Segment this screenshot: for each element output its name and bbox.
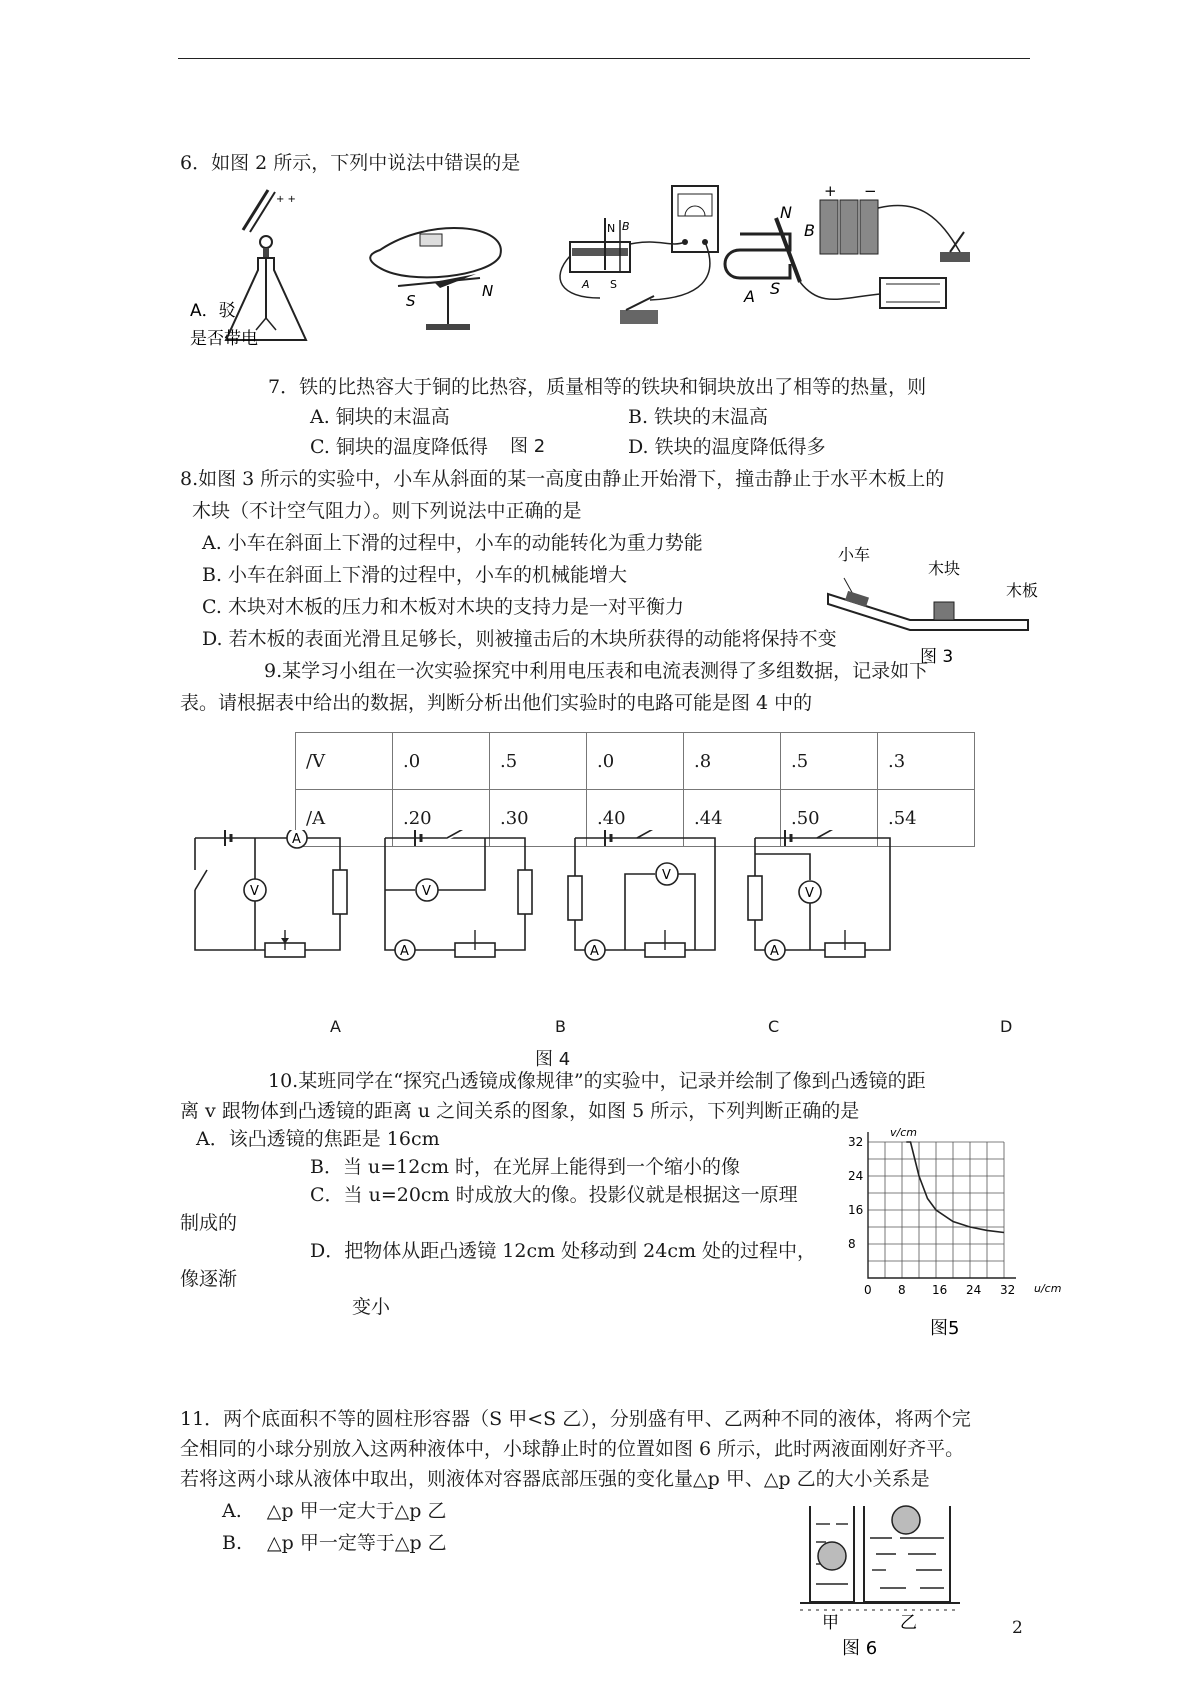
chart-xtick-label: 24: [966, 1283, 982, 1297]
chart-axes: [868, 1132, 1016, 1278]
voltmeter-b-label: V: [422, 884, 431, 899]
q6-fig-letter-s2: S: [610, 278, 617, 291]
q6-stem: 6．如图 2 所示，下列中说法中错误的是: [180, 152, 521, 174]
table-cell: .8: [684, 733, 781, 790]
table-cell: .0: [587, 733, 684, 790]
chart-xtick-label: 16: [932, 1283, 948, 1297]
q6-figure-caption: 图 2: [510, 436, 546, 457]
q9-circuits-figure: [185, 830, 985, 970]
q10-option-d-cont2: 变小: [352, 1296, 391, 1318]
table-cell: .54: [878, 790, 975, 847]
electromagnet-battery-illustration: [725, 182, 970, 308]
chart-xtick-label: 8: [898, 1283, 906, 1297]
table-cell: .40: [587, 790, 684, 847]
circuit-c: [568, 830, 715, 960]
q6-optA-fragment: A．驳: [190, 301, 236, 321]
circuit-label-a: A: [330, 1017, 341, 1036]
q6-fig-letter-a3: A: [744, 287, 755, 306]
chart-ylabel: v/cm: [890, 1126, 917, 1139]
q8-fig-caption: 图 3: [920, 647, 954, 667]
table-cell: .50: [781, 790, 878, 847]
q6-optA-line2-fragment: 是否带电: [190, 329, 258, 349]
table-cell: .30: [490, 790, 587, 847]
q6-fig-letter-n1: N: [482, 282, 494, 300]
q6-fig-letter-s1: S: [406, 292, 416, 310]
q8-option-d: D. 若木板的表面光滑且足够长，则被撞击后的木块所获得的动能将保持不变: [202, 628, 837, 650]
ammeter-c-label: A: [590, 944, 599, 959]
q7-option-a: A. 铜块的末温高: [310, 406, 450, 428]
table-cell: /A: [296, 790, 393, 847]
q7-option-d: D. 铁块的温度降低得多: [628, 436, 826, 458]
q10-stem-line1: 10.某班同学在“探究凸透镜成像规律”的实验中，记录并绘制了像到凸透镜的距: [268, 1070, 926, 1092]
page-number: 2: [1012, 1618, 1023, 1638]
q11-option-a: A. △p 甲一定大于△p 乙: [222, 1500, 447, 1522]
svg-text:+ +: + +: [276, 194, 296, 205]
q10-option-d: D．把物体从距凸透镜 12cm 处移动到 24cm 处的过程中，: [310, 1240, 817, 1262]
voltmeter-a-label: V: [250, 884, 259, 899]
oersted-illustration: [370, 228, 501, 330]
table-cell: .3: [878, 733, 975, 790]
induction-galvanometer-illustration: [560, 186, 718, 324]
q9-stem-line2: 表。请根据表中给出的数据，判断分析出他们实验时的电路可能是图 4 中的: [180, 692, 813, 714]
q6-figure: [180, 178, 1040, 358]
q6-fig-letter-s3: S: [770, 279, 781, 298]
circuit-d: [748, 830, 890, 960]
q8-fig-block-label: 木块: [928, 559, 961, 578]
q6-fig-letter-n3: N: [780, 203, 792, 222]
chart-ytick-label: 8: [848, 1237, 856, 1251]
q8-option-a: A. 小车在斜面上下滑的过程中，小车的动能转化为重力势能: [202, 532, 703, 554]
q11-option-b: B. △p 甲一定等于△p 乙: [222, 1532, 447, 1554]
chart-ytick-label: 16: [848, 1203, 864, 1217]
ammeter-d-label: A: [770, 944, 779, 959]
q10-stem-line2: 离 v 跟物体到凸透镜的距离 u 之间关系的图象，如图 5 所示，下列判断正确的是: [180, 1100, 860, 1122]
q8-option-c: C. 木块对木板的压力和木板对木块的支持力是一对平衡力: [202, 596, 684, 618]
table-cell: .44: [684, 790, 781, 847]
q10-option-a: A．该凸透镜的焦距是 16cm: [196, 1128, 440, 1150]
electroscope-illustration: [226, 190, 306, 340]
circuit-label-c: C: [768, 1017, 780, 1036]
q11-fig-right-label: 乙: [900, 1613, 917, 1633]
circuit-label-b: B: [555, 1017, 566, 1036]
ammeter-b-label: A: [400, 944, 409, 959]
q11-stem-line1: 11．两个底面积不等的圆柱形容器（S 甲<S 乙），分别盛有甲、乙两种不同的液体，将两个完: [180, 1408, 971, 1430]
q8-fig-cart-label: 小车: [838, 545, 871, 564]
q7-stem: 7．铁的比热容大于铜的比热容，质量相等的铁块和铜块放出了相等的热量，则: [268, 376, 927, 398]
chart-xtick-label: 0: [864, 1283, 872, 1297]
q11-figure-containers: [796, 1498, 976, 1658]
table-cell: .0: [393, 733, 490, 790]
chart-ytick-label: 24: [848, 1169, 864, 1183]
q10-option-d-cont1: 像逐渐: [180, 1268, 238, 1290]
chart-xlabel: u/cm: [1034, 1282, 1062, 1295]
q11-fig-left-label: 甲: [822, 1613, 839, 1633]
q11-stem-line3: 若将这两小球从液体中取出，则液体对容器底部压强的变化量△p 甲、△p 乙的大小关系是: [180, 1468, 930, 1490]
q6-fig-letter-b2: B: [622, 220, 630, 233]
q8-fig-board-label: 木板: [1006, 581, 1039, 600]
q6-fig-plus: +: [824, 182, 837, 200]
q11-stem-line2: 全相同的小球分别放入这两种液体中，小球静止时的位置如图 6 所示，此时两液面刚好齐平。: [180, 1438, 965, 1460]
table-cell: /V: [296, 733, 393, 790]
circuit-b: [385, 830, 532, 960]
q10-option-b: B．当 u=12cm 时，在光屏上能得到一个缩小的像: [310, 1156, 741, 1178]
voltmeter-c-label: V: [662, 868, 671, 883]
q6-fig-letter-n2: N: [607, 222, 616, 235]
q6-fig-minus: −: [864, 182, 877, 200]
header-rule: [178, 58, 1030, 59]
q9-fig-caption: 图 4: [535, 1049, 571, 1070]
q10-option-c: C．当 u=20cm 时成放大的像。投影仪就是根据这一原理: [310, 1184, 798, 1206]
q11-fig-caption: 图 6: [842, 1638, 878, 1658]
q6-fig-letter-b3: B: [804, 221, 815, 240]
table-cell: .5: [490, 733, 587, 790]
q10-chart: [838, 1122, 1068, 1346]
voltmeter-d-label: V: [805, 886, 814, 901]
circuit-a: [195, 830, 347, 957]
q10-option-c-cont: 制成的: [180, 1212, 238, 1234]
chart-caption: 图5: [930, 1318, 960, 1339]
table-cell: .20: [393, 790, 490, 847]
chart-ytick-label: 32: [848, 1135, 864, 1149]
q6-fig-letter-a2: A: [582, 278, 590, 291]
table-row: [296, 733, 975, 790]
q8-stem-line1: 8.如图 3 所示的实验中，小车从斜面的某一高度由静止开始滑下，撞击静止于水平木板上的: [180, 468, 945, 490]
q9-stem-line1: 9.某学习小组在一次实验探究中利用电压表和电流表测得了多组数据，记录如下: [264, 660, 929, 682]
chart-axis-lines: [868, 1132, 1016, 1278]
chart-series-line: [906, 1142, 1004, 1233]
q8-option-b: B. 小车在斜面上下滑的过程中，小车的机械能增大: [202, 564, 628, 586]
chart-xtick-label: 32: [1000, 1283, 1016, 1297]
table-cell: .5: [781, 733, 878, 790]
q7-option-c: C. 铜块的温度降低得: [310, 436, 488, 458]
ammeter-a-label: A: [292, 832, 301, 847]
q7-option-b: B. 铁块的末温高: [628, 406, 769, 428]
q8-figure-incline: [820, 540, 1040, 670]
circuit-label-d: D: [1000, 1017, 1013, 1036]
q8-stem-line2: 木块（不计空气阻力）。则下列说法中正确的是: [192, 500, 582, 522]
